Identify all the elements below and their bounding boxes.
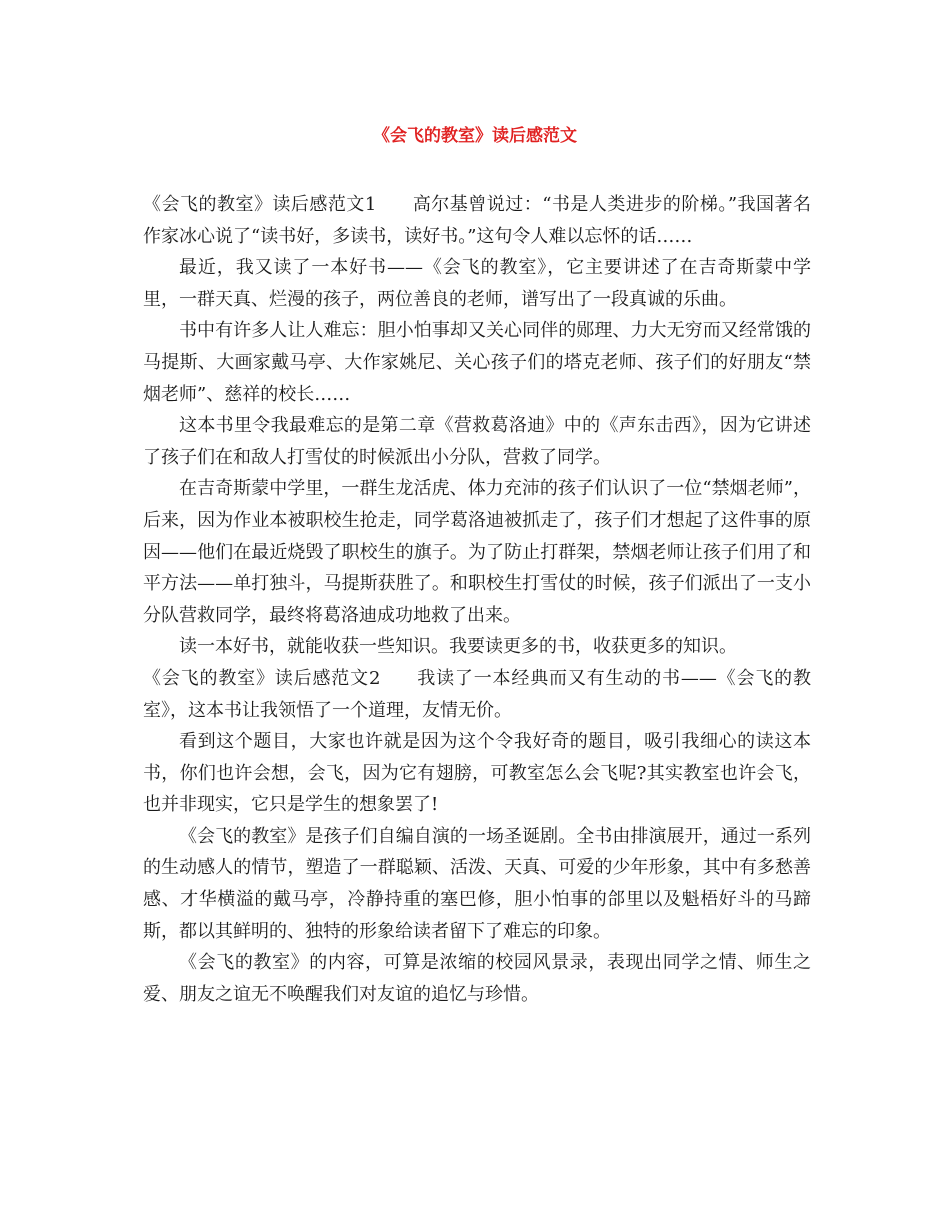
section-1-heading: 《会飞的教室》读后感范文1 <box>143 194 377 215</box>
section-1-paragraph: 读一本好书，就能收获一些知识。我要读更多的书，收获更多的知识。 <box>179 636 737 658</box>
section-1-paragraph: 在吉奇斯蒙中学里，一群生龙活虎、体力充沛的孩子们认识了一位“禁烟老师”，后来，因为作业本被职校生抢走，同学葛洛迪被抓走了，孩子们才想起了这件事的原因——他们在最近烧毁了职校生的旗子。为了防止打群架，禁烟老师让孩子们用了和平方法——单打独斗，马提斯获胜了。和职校生打雪仗的时候，孩子们派出了一支小分队营救同学，最终将葛洛迪成功地救了出来。 <box>143 478 811 626</box>
section-2-paragraph: 《会飞的教室》是孩子们自编自演的一场圣诞剧。全书由排演展开，通过一系列的生动感人的情节，塑造了一群聪颖、活泼、天真、可爱的少年形象，其中有多愁善感、才华横溢的戴马亭，冷静持重的塞巴修，胆小怕事的郃里以及魁梧好斗的马蹄斯，都以其鲜明的、独特的形象给读者留下了难忘的印象。 <box>143 825 811 942</box>
section-2-heading: 《会飞的教室》读后感范文2 <box>143 667 381 689</box>
document-title: 《会飞的教室》读后感范文 <box>373 126 577 146</box>
section-1-lead <box>143 189 811 252</box>
section-1-paragraph: 书中有许多人让人难忘：胆小怕事却又关心同伴的郧理、力大无穷而又经常饿的马提斯、大画家戴马亭、大作家姚尼、关心孩子们的塔克老师、孩子们的好朋友“禁烟老师”、慈祥的校长…… <box>143 320 811 405</box>
section-1-paragraph: 最近，我又读了一本好书——《会飞的教室》，它主要讲述了在吉奇斯蒙中学里，一群天真、烂漫的孩子，两位善良的老师，谱写出了一段真诚的乐曲。 <box>143 257 811 310</box>
document-body <box>143 189 811 1010</box>
section-1-intro: 高尔基曾说过：“书是人类进步的阶梯。”我国著名作家冰心说了“读书好，多读书，读好书。”这句令人难以忘怀的话…… <box>143 194 811 247</box>
section-1-paragraph: 这本书里令我最难忘的是第二章《营救葛洛迪》中的《声东击西》，因为它讲述了孩子们在和敌人打雪仗的时候派出小分队，营救了同学。 <box>143 415 811 468</box>
section-2-intro: 我读了一本经典而又有生动的书——《会飞的教室》，这本书让我领悟了一个道理，友情无价。 <box>143 667 811 721</box>
section-2-paragraph: 《会飞的教室》的内容，可算是浓缩的校园风景录，表现出同学之情、师生之爱、朋友之谊无不唤醒我们对友谊的追忆与珍惜。 <box>143 952 811 1005</box>
section-2-lead <box>143 663 811 726</box>
section-2-paragraph: 看到这个题目，大家也许就是因为这个令我好奇的题目，吸引我细心的读这本书，你们也许会想，会飞，因为它有翅膀，可教室怎么会飞呢?其实教室也许会飞，也并非现实，它只是学生的想象罢了! <box>143 731 811 816</box>
